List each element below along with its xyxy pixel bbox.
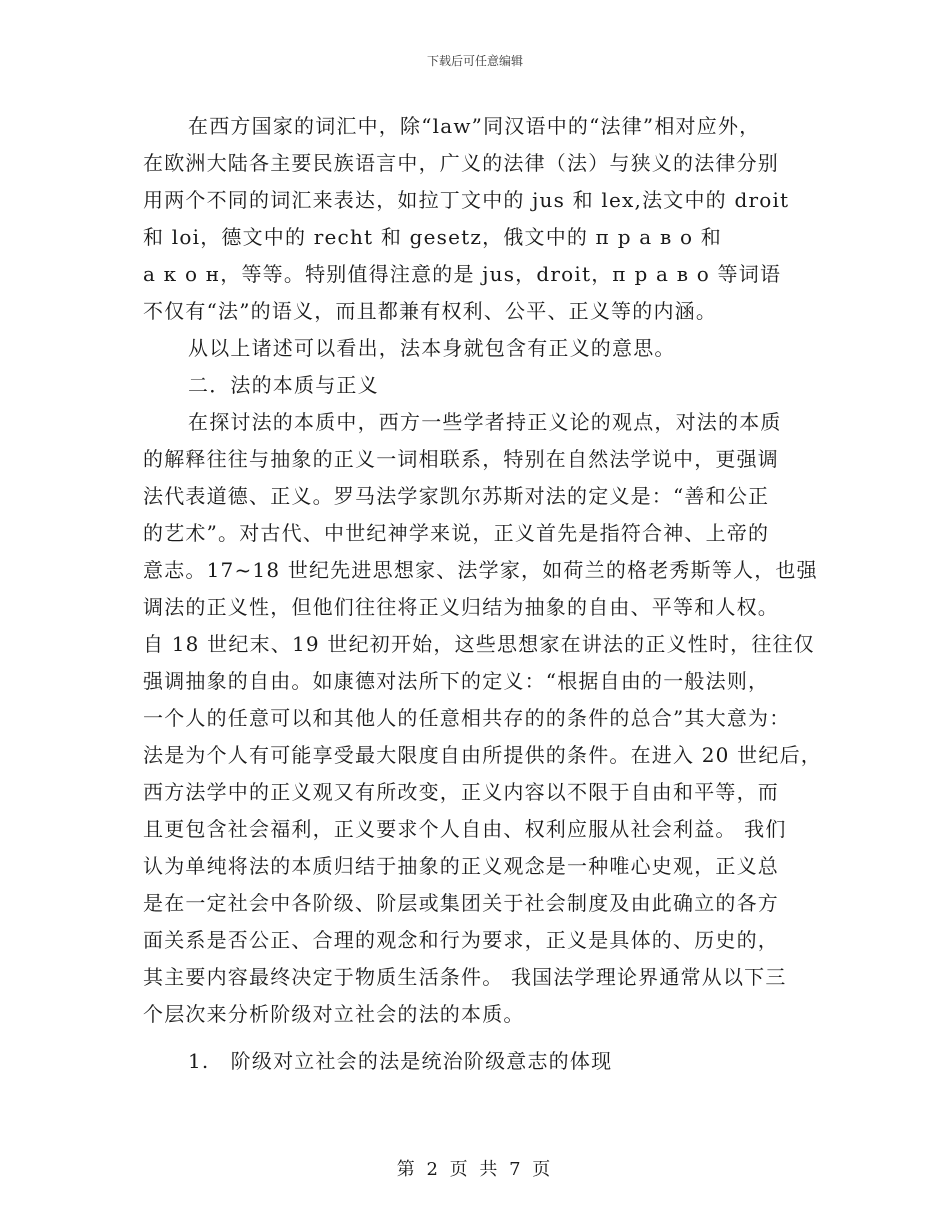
body-line: 自 18 世纪末、19 世纪初开始，这些思想家在讲法的正义性时，往往仅 — [143, 632, 815, 656]
body-line: 西方法学中的正义观又有所改变，正义内容以不限于自由和平等，而 — [143, 780, 779, 804]
body-line: 和 loi，德文中的 recht 和 gesetz，俄文中的 п р а в о 和 — [143, 225, 722, 249]
body-line: 强调抽象的自由。如康德对法所下的定义：“根据自由的一般法则， — [143, 669, 770, 693]
body-line: 一个人的任意可以和其他人的任意相共存的的条件的总合”其大意为： — [143, 706, 791, 730]
body-line: 认为单纯将法的本质归结于抽象的正义观念是一种唯心史观，正义总 — [143, 854, 779, 878]
body-line: 的解释往往与抽象的正义一词相联系，特别在自然法学说中，更强调 — [143, 447, 779, 471]
body-line: 意志。17~18 世纪先进思想家、法学家，如荷兰的格老秀斯等人，也强 — [143, 558, 818, 582]
body-line: а к о н，等等。特别值得注意的是 jus，droit，п р а в о 等词语 — [143, 262, 782, 286]
page-footer: 第 2 页 共 7 页 — [396, 1159, 554, 1180]
body-line: 调法的正义性，但他们往往将正义归结为抽象的自由、平等和人权。 — [143, 595, 779, 619]
body-line: 法代表道德、正义。罗马法学家凯尔苏斯对法的定义是：“善和公正 — [143, 484, 770, 508]
body-line: 是在一定社会中各阶级、阶层或集团关于社会制度及由此确立的各方 — [143, 891, 779, 915]
body-line: 且更包含社会福利，正义要求个人自由、权利应服从社会利益。 我们 — [143, 817, 787, 841]
document-body — [143, 108, 822, 1080]
body-line: 用两个不同的词汇来表达，如拉丁文中的 jus 和 lex,法文中的 droit — [143, 188, 790, 212]
body-line: 法是为个人有可能享受最大限度自由所提供的条件。在进入 20 世纪后， — [143, 743, 822, 767]
body-line: 的艺术”。对古代、中世纪神学来说，正义首先是指符合神、上帝的 — [143, 521, 770, 545]
body-line: 在欧洲大陆各主要民族语言中，广义的法律（法）与狭义的法律分别 — [143, 151, 779, 175]
page-header: 下载后可任意编辑 — [426, 54, 523, 68]
body-line: 其主要内容最终决定于物质生活条件。 我国法学理论界通常从以下三 — [143, 965, 787, 989]
numbered-heading: 1. 阶级对立社会的法是统治阶级意志的体现 — [188, 1049, 613, 1073]
body-line: 从以上诸述可以看出，法本身就包含有正义的意思。 — [188, 336, 676, 360]
section-heading: 二．法的本质与正义 — [188, 373, 379, 397]
body-line: 不仅有“法”的语义，而且都兼有权利、公平、正义等的内涵。 — [143, 299, 718, 323]
body-line: 在探讨法的本质中，西方一些学者持正义论的观点，对法的本质 — [188, 410, 782, 434]
body-line: 面关系是否公正、合理的观念和行为要求，正义是具体的、历史的， — [143, 928, 779, 952]
body-line: 在西方国家的词汇中，除“law”同汉语中的“法律”相对应外， — [188, 114, 761, 138]
body-line: 个层次来分析阶级对立社会的法的本质。 — [143, 1002, 525, 1026]
